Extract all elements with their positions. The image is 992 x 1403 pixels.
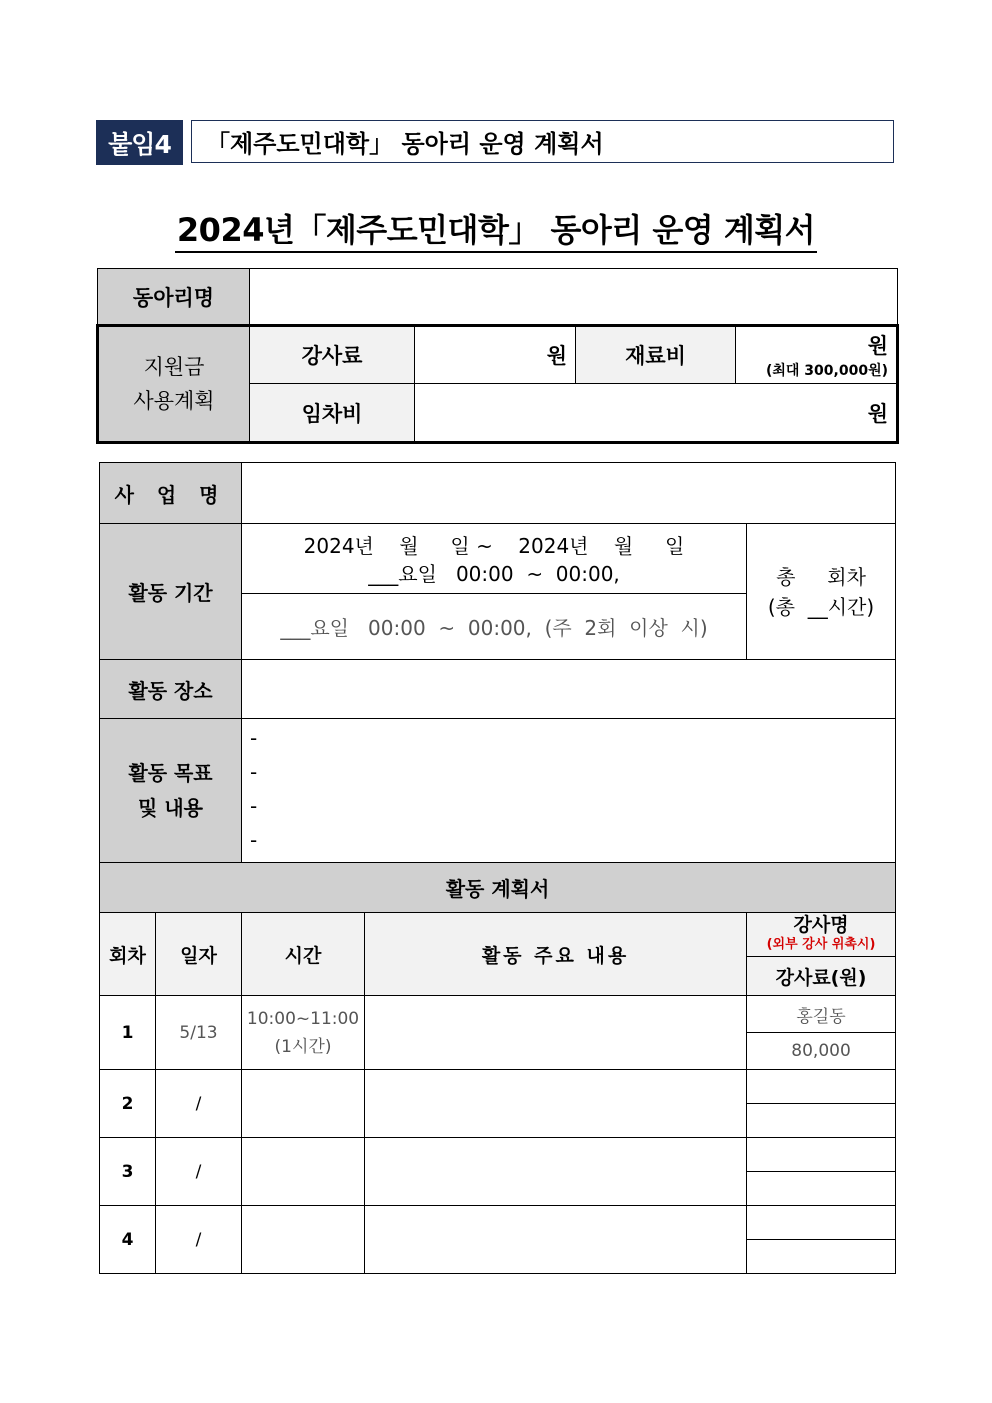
row-instructor[interactable]: 홍길동 — [747, 996, 896, 1033]
document-title-wrap — [96, 205, 896, 251]
goal-item: - — [250, 794, 258, 818]
row-fee[interactable] — [747, 1240, 896, 1274]
col-session: 회차 — [100, 913, 156, 996]
instructor-fee-field[interactable] — [415, 326, 576, 384]
material-unit: 원 — [867, 334, 888, 358]
funding-table — [96, 268, 899, 444]
row-date[interactable]: 5/13 — [156, 996, 242, 1070]
place-label: 활동 장소 — [100, 660, 242, 719]
material-label: 재료비 — [576, 326, 736, 384]
row-date[interactable]: / — [156, 1206, 242, 1274]
row-fee[interactable] — [747, 1104, 896, 1138]
row-date[interactable]: / — [156, 1070, 242, 1138]
attachment-tag: 붙임4 — [96, 120, 183, 165]
period-time-1: ___요일 00:00 ~ 00:00, — [368, 562, 620, 586]
rent-field[interactable] — [415, 384, 898, 443]
row-instructor[interactable] — [747, 1206, 896, 1240]
row-time[interactable] — [242, 1206, 365, 1274]
col-instructor-note: (외부 강사 위촉시) — [766, 936, 876, 952]
project-name-field[interactable] — [242, 463, 896, 524]
col-instructor-label: 강사명 — [793, 913, 849, 936]
funding-label-line2: 사용계획 — [133, 389, 215, 413]
period-dates: 2024년 월 일 ~ 2024년 월 일 — [303, 534, 685, 558]
row-time-range: 10:00~11:00 — [246, 1008, 360, 1029]
col-time: 시간 — [242, 913, 365, 996]
sessions-field[interactable] — [747, 524, 896, 660]
row-session-no: 4 — [100, 1206, 156, 1274]
period-label: 활동 기간 — [100, 524, 242, 660]
period-field-2[interactable] — [242, 594, 747, 660]
goal-item: - — [250, 726, 258, 750]
instructor-fee-unit: 원 — [546, 344, 567, 368]
col-content: 활동 주요 내용 — [365, 913, 747, 996]
row-time[interactable] — [242, 1138, 365, 1206]
rent-unit: 원 — [867, 401, 888, 426]
period-time-2: ___요일 00:00 ~ 00:00, (주 2회 이상 시) — [280, 616, 708, 640]
row-session-no: 3 — [100, 1138, 156, 1206]
project-name-label: 사 업 명 — [100, 463, 242, 524]
col-instructor — [747, 913, 896, 957]
row-time-hours: (1시간) — [274, 1036, 332, 1057]
goal-label-line2: 및 내용 — [138, 795, 203, 820]
row-date[interactable]: / — [156, 1138, 242, 1206]
period-field-1[interactable] — [242, 524, 747, 594]
row-content[interactable] — [365, 1138, 747, 1206]
plan-table — [99, 462, 896, 1274]
place-field[interactable] — [242, 660, 896, 719]
row-time[interactable] — [242, 996, 365, 1070]
row-fee[interactable] — [747, 1172, 896, 1206]
goal-label-line1: 활동 목표 — [128, 760, 213, 785]
row-session-no: 2 — [100, 1070, 156, 1138]
col-date: 일자 — [156, 913, 242, 996]
club-name-field[interactable] — [250, 269, 898, 326]
row-instructor[interactable] — [747, 1070, 896, 1104]
rent-label: 임차비 — [250, 384, 415, 443]
col-fee: 강사료(원) — [747, 957, 896, 996]
goal-item: - — [250, 828, 258, 852]
goal-label — [100, 719, 242, 863]
document-title: 2024년「제주도민대학」 동아리 운영 계획서 — [175, 211, 817, 253]
row-fee[interactable]: 80,000 — [747, 1033, 896, 1070]
club-name-label: 동아리명 — [98, 269, 250, 326]
goal-item: - — [250, 760, 258, 784]
material-field[interactable] — [736, 326, 898, 384]
row-content[interactable] — [365, 996, 747, 1070]
instructor-fee-label: 강사료 — [250, 326, 415, 384]
sessions-count: 총 회차 — [776, 564, 866, 589]
attachment-label: 「제주도민대학」 동아리 운영 계획서 — [191, 120, 894, 163]
funding-label-line1: 지원금 — [143, 355, 205, 379]
row-time[interactable] — [242, 1070, 365, 1138]
plan-section-title: 활동 계획서 — [100, 863, 896, 913]
row-content[interactable] — [365, 1070, 747, 1138]
row-session-no: 1 — [100, 996, 156, 1070]
material-note: (최대 300,000원) — [765, 363, 888, 379]
funding-label — [98, 326, 250, 443]
row-content[interactable] — [365, 1206, 747, 1274]
goal-field[interactable] — [242, 719, 896, 863]
sessions-hours: (총 __시간) — [767, 594, 875, 619]
row-instructor[interactable] — [747, 1138, 896, 1172]
